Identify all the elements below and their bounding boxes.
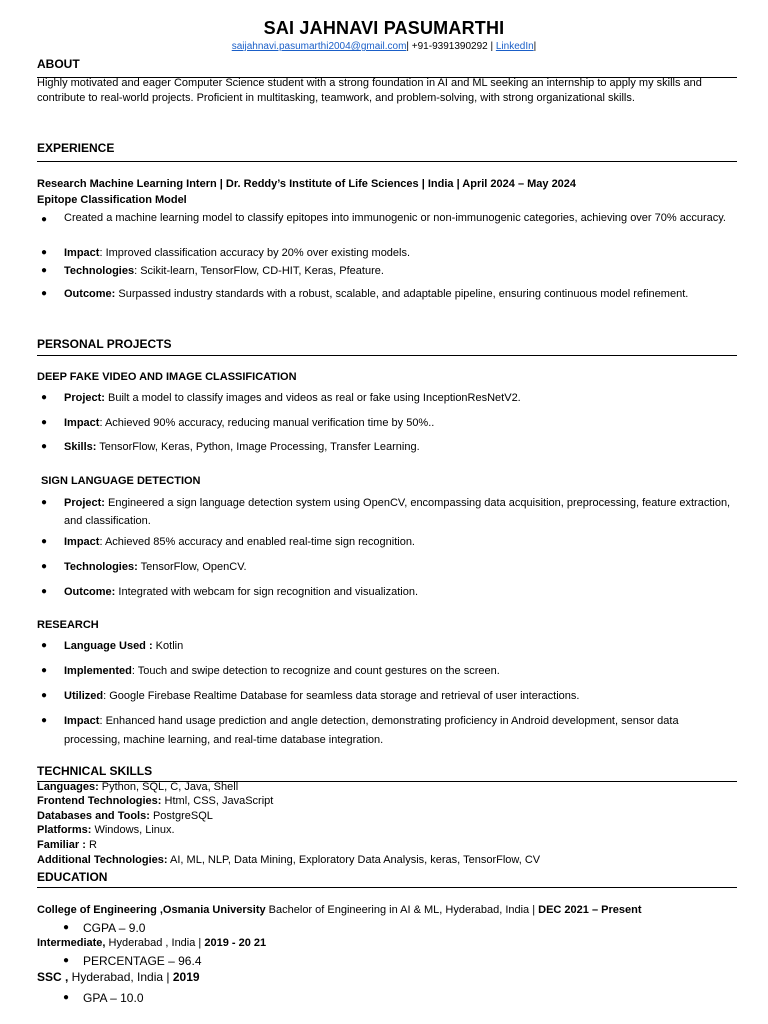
skills-value: Python, SQL, C, Java, Shell: [98, 781, 239, 793]
bullet-text: Integrated with webcam for sign recognition and visualization.: [115, 586, 419, 598]
education-score: CGPA – 9.0: [83, 921, 146, 935]
education-institution: Intermediate,: [37, 937, 106, 949]
bullet-label: Technologies:: [64, 561, 138, 573]
bullet-icon: ●: [41, 690, 48, 701]
education-entry: [37, 970, 200, 985]
list-item: [37, 712, 737, 750]
bullet-icon: ●: [41, 214, 48, 225]
bullet-icon: ●: [41, 640, 48, 651]
skills-line: [37, 853, 540, 868]
skills-value: R: [85, 839, 97, 851]
bullet-label: Utilized: [64, 690, 104, 702]
linkedin-link[interactable]: LinkedIn: [495, 41, 534, 52]
bullet-label: Outcome:: [64, 288, 116, 300]
bullet-text: : Enhanced hand usage prediction and angle detection, demonstrating proficiency in Android development, sensor data processing, machine learning, and real-time database integration.: [64, 715, 679, 746]
education-score: GPA – 10.0: [83, 991, 144, 1005]
section-heading-experience: EXPERIENCE: [37, 141, 115, 155]
bullet-icon: ●: [41, 392, 48, 403]
skills-line: [37, 809, 213, 824]
list-item: [37, 211, 737, 243]
bullet-label: Impact: [64, 715, 100, 727]
bullet-icon: ●: [63, 992, 70, 1003]
resume-name: SAI JAHNAVI PASUMARTHI: [263, 18, 505, 38]
bullet-icon: ●: [63, 955, 70, 966]
section-divider: [37, 161, 737, 162]
bullet-label: Impact: [64, 536, 100, 548]
bullet-text: Kotlin: [152, 640, 184, 652]
education-date: DEC 2021 – Present: [538, 904, 642, 916]
skills-line: [37, 838, 97, 853]
bullet-icon: ●: [41, 247, 48, 258]
bullet-icon: ●: [41, 536, 48, 547]
bullet-text: Engineered a sign language detection system using OpenCV, encompassing data acquisition, preprocessing, feature extraction, and classification.: [64, 497, 731, 527]
skills-value: AI, ML, NLP, Data Mining, Exploratory Data Analysis, keras, TensorFlow, CV: [167, 854, 541, 866]
contact-separator: |: [533, 41, 537, 52]
skills-label: Platforms:: [37, 824, 92, 836]
list-item: [37, 494, 737, 530]
about-text: Highly motivated and eager Computer Science student with a strong foundation in AI and ML seeking an internship to apply my skills and contribute to real-world projects. Proficient in multitasking, teamwork, and problem-solving, with strong organizational skills.: [37, 77, 702, 104]
bullet-label: Impact: [64, 247, 100, 259]
bullet-text: Surpassed industry standards with a robust, scalable, and adaptable pipeline, ensuring continuous model refinement.: [115, 288, 689, 300]
skills-label: Databases and Tools:: [37, 810, 150, 822]
bullet-text: Built a model to classify images and videos as real or fake using InceptionResNetV2.: [104, 392, 521, 404]
section-heading-education: EDUCATION: [37, 870, 108, 884]
bullet-label: Skills:: [64, 441, 97, 453]
skills-label: Familiar :: [37, 839, 86, 851]
bullet-label: Project:: [64, 392, 105, 404]
bullet-label: Implemented: [64, 665, 132, 677]
skills-value: Html, CSS, JavaScript: [161, 795, 274, 807]
skills-label: Additional Technologies:: [37, 854, 168, 866]
bullet-icon: ●: [41, 288, 48, 299]
skills-label: Frontend Technologies:: [37, 795, 162, 807]
phone-text: | +91-9391390292 |: [406, 41, 496, 52]
bullet-label: Technologies: [64, 265, 135, 277]
bullet-text: TensorFlow, Keras, Python, Image Processing, Transfer Learning.: [96, 441, 420, 453]
project-title: RESEARCH: [37, 619, 99, 631]
experience-role: Research Machine Learning Intern | Dr. Reddy’s Institute of Life Sciences | India | April 2024 – May 2024: [37, 178, 577, 190]
education-details: Hyderabad, India |: [68, 970, 173, 984]
bullet-icon: ●: [63, 922, 70, 933]
bullet-icon: ●: [41, 561, 48, 572]
section-divider: [37, 355, 737, 356]
skills-value: PostgreSQL: [149, 810, 213, 822]
section-heading-skills: TECHNICAL SKILLS: [37, 764, 153, 778]
email-link[interactable]: saijahnavi.pasumarthi2004@gmail.com: [231, 41, 407, 52]
skills-value: Windows, Linux.: [91, 824, 175, 836]
bullet-text: TensorFlow, OpenCV.: [137, 561, 247, 573]
education-details: Bachelor of Engineering in AI & ML, Hyderabad, India |: [265, 904, 539, 916]
education-date: 2019: [172, 970, 200, 984]
contact-line: [0, 41, 768, 52]
bullet-label: Impact: [64, 417, 100, 429]
education-date: 2019 - 20 21: [204, 937, 267, 949]
project-title: SIGN LANGUAGE DETECTION: [41, 475, 201, 487]
bullet-text: : Google Firebase Realtime Database for seamless data storage and retrieval of user interactions.: [103, 690, 580, 702]
education-entry: [37, 936, 266, 951]
section-heading-about: ABOUT: [37, 57, 80, 71]
bullet-icon: ●: [41, 265, 48, 276]
bullet-icon: ●: [41, 665, 48, 676]
skills-line: [37, 794, 273, 809]
education-entry: [37, 903, 642, 918]
bullet-icon: ●: [41, 417, 48, 428]
skills-label: Languages:: [37, 781, 99, 793]
education-institution: College of Engineering ,Osmania University: [37, 904, 266, 916]
bullet-label: Outcome:: [64, 586, 116, 598]
bullet-icon: ●: [41, 441, 48, 452]
bullet-icon: ●: [41, 497, 48, 508]
bullet-text: : Scikit-learn, TensorFlow, CD-HIT, Keras, Pfeature.: [134, 265, 384, 277]
bullet-text: : Touch and swipe detection to recognize and count gestures on the screen.: [131, 665, 500, 677]
section-divider: [37, 887, 737, 888]
skills-line: [37, 823, 175, 838]
section-heading-projects: PERSONAL PROJECTS: [37, 337, 172, 351]
experience-project-title: Epitope Classification Model: [37, 194, 187, 206]
bullet-text: : Improved classification accuracy by 20% over existing models.: [99, 247, 411, 259]
bullet-icon: ●: [41, 586, 48, 597]
bullet-label: Language Used :: [64, 640, 153, 652]
bullet-text: : Achieved 90% accuracy, reducing manual verification time by 50%..: [99, 417, 435, 429]
project-title: DEEP FAKE VIDEO AND IMAGE CLASSIFICATION: [37, 371, 297, 383]
bullet-text: : Achieved 85% accuracy and enabled real-time sign recognition.: [99, 536, 415, 548]
bullet-icon: ●: [41, 715, 48, 726]
bullet-label: Project:: [64, 497, 105, 509]
education-details: Hyderabad , India |: [105, 937, 205, 949]
education-score: PERCENTAGE – 96.4: [83, 954, 202, 968]
education-institution: SSC ,: [37, 970, 69, 984]
skills-line: [37, 780, 238, 795]
bullet-text: Created a machine learning model to classify epitopes into immunogenic or non-immunogenic categories, achieving over 70% accuracy.: [64, 212, 726, 224]
